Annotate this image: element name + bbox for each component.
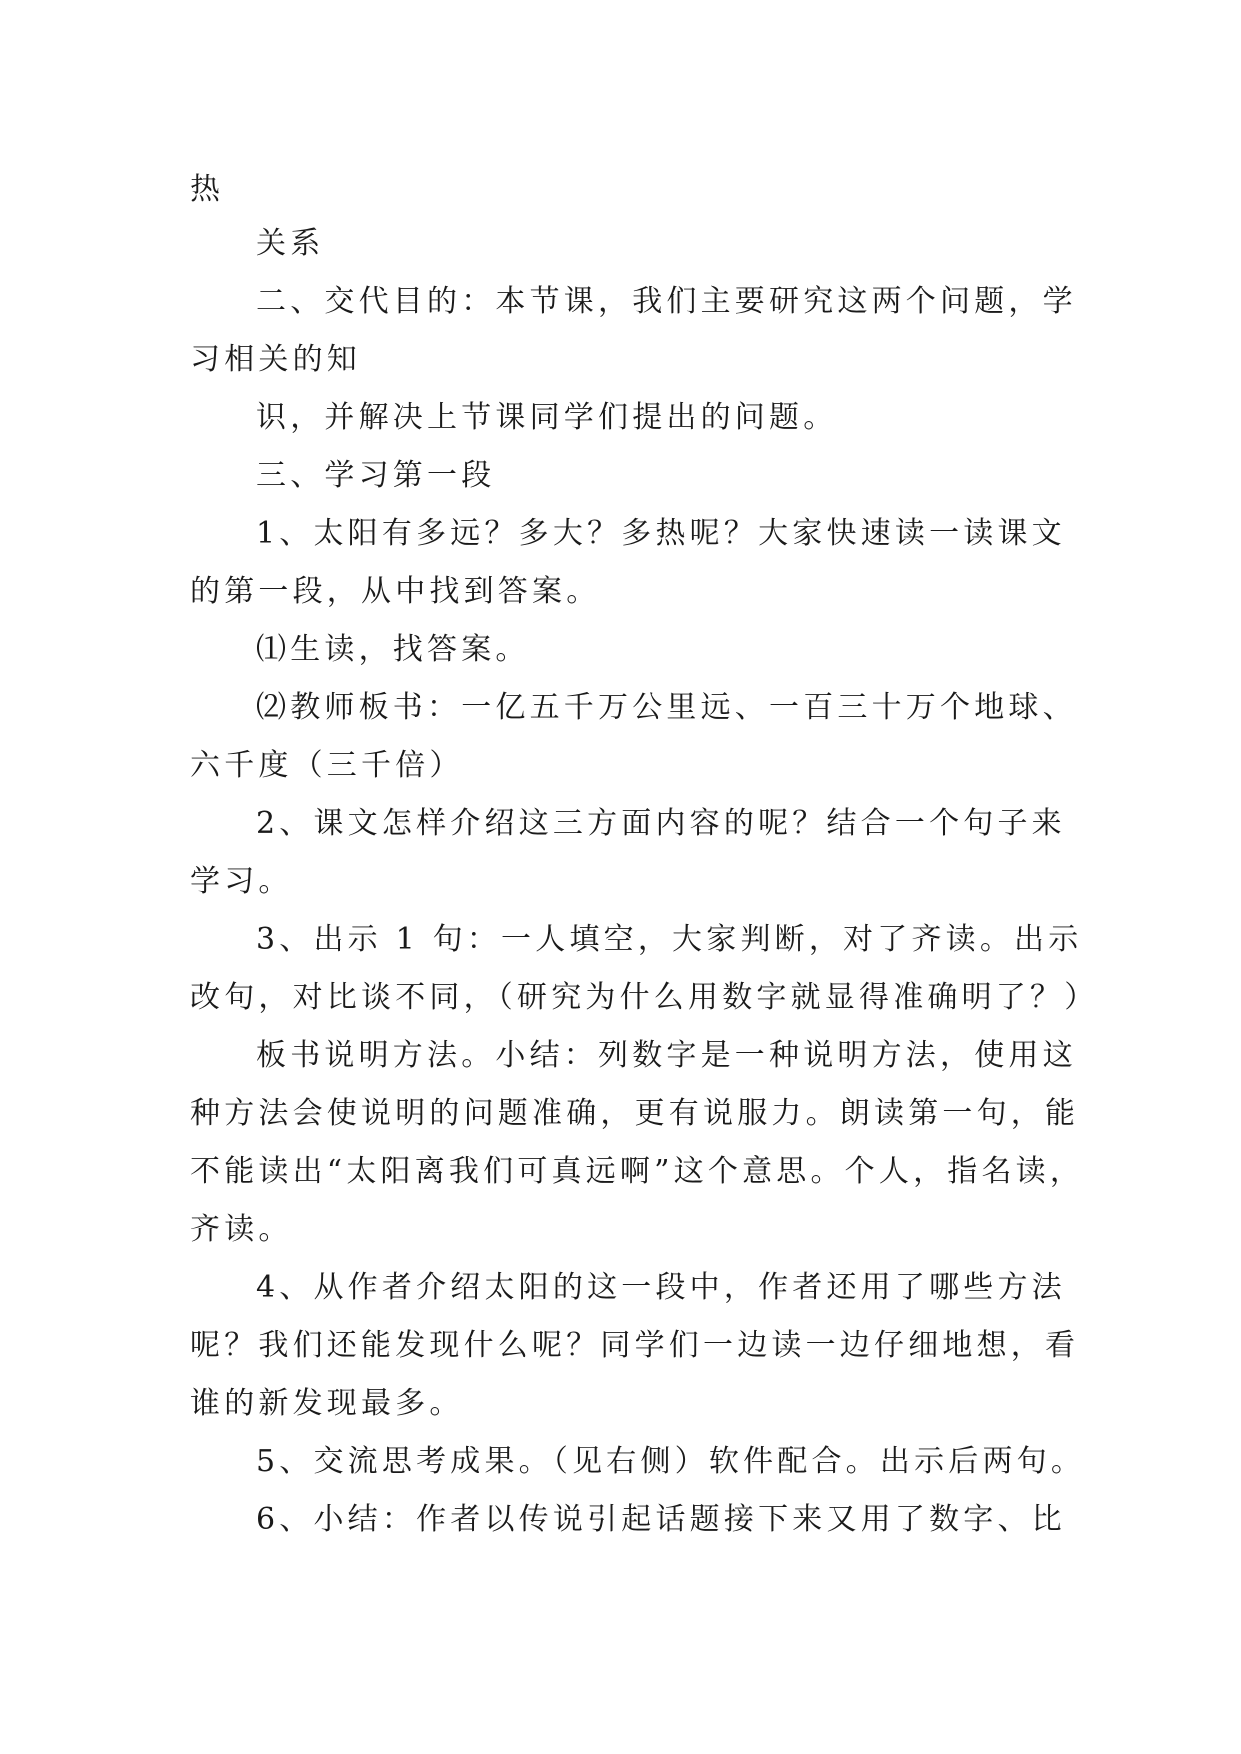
text-line: 关系 [256,226,325,261]
text-line: 呢？我们还能发现什么呢？同学们一边读一边仔细地想，看 [190,1328,1080,1363]
text-line: 二、交代目的：本节课，我们主要研究这两个问题，学 [256,284,1077,319]
text-line: 不能读出“太阳离我们可真远啊”这个意思。个人，指名读， [190,1154,1085,1189]
text-line: 6、小结：作者以传说引起话题接下来又用了数字、比 [256,1502,1066,1537]
text-line: 三、学习第一段 [256,458,496,493]
text-line: ⑴生读，找答案。 [256,632,530,667]
text-line: ⑵教师板书：一亿五千万公里远、一百三十万个地球、 [256,690,1077,725]
text-line: 齐读。 [190,1212,293,1247]
text-line: 3、出示 1 句：一人填空，大家判断，对了齐读。出示 [256,922,1083,957]
text-line: 2、课文怎样介绍这三方面内容的呢？结合一个句子来 [256,806,1066,841]
text-line: 的第一段，从中找到答案。 [190,574,601,609]
text-line: 习相关的知 [190,342,361,377]
text-line: 热 [190,172,225,207]
text-line: 5、交流思考成果。（见右侧）软件配合。出示后两句。 [256,1444,1086,1479]
text-line: 改句，对比谈不同，（研究为什么用数字就显得准确明了？） [190,980,1099,1015]
text-line: 学习。 [190,864,293,899]
text-line: 识，并解决上节课同学们提出的问题。 [256,400,838,435]
text-line: 1、太阳有多远？多大？多热呢？大家快速读一读课文 [256,516,1066,551]
text-line: 板书说明方法。小结：列数字是一种说明方法，使用这 [256,1038,1077,1073]
text-line: 六千度（三千倍） [190,748,464,783]
text-line: 4、从作者介绍太阳的这一段中，作者还用了哪些方法 [256,1270,1066,1305]
text-line: 种方法会使说明的问题准确，更有说服力。朗读第一句，能 [190,1096,1080,1131]
text-line: 谁的新发现最多。 [190,1386,464,1421]
